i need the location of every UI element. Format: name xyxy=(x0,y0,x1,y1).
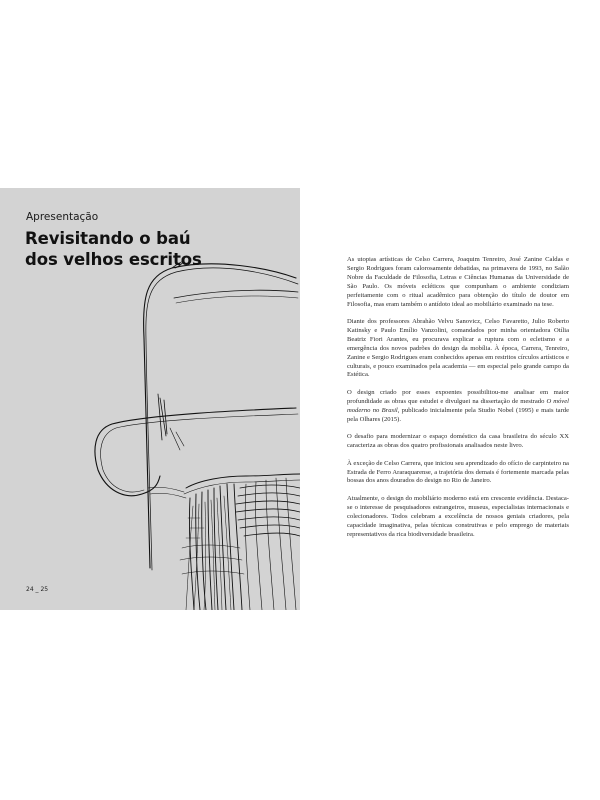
paragraph-5: À exceção de Celso Carrera, que iniciou seu aprendizado do ofício de carpinteiro na Estrada de Ferro Araraquarense, a trajetória dos demais é fortemente marcada pelas bossas dos anos dourados do design no Rio de Janeiro. xyxy=(347,459,569,485)
paragraph-3-text-end: , publicado inicialmente pela Studio Nobel (1995) e mais tarde pela Olhares (2015). xyxy=(347,406,570,423)
left-page xyxy=(0,188,300,610)
page-title-line-2: dos velhos escritos xyxy=(25,250,202,269)
page-numbers: 24 _ 25 xyxy=(26,586,49,593)
paragraph-6: Atualmente, o design do mobiliário moderno está em crescente evidência. Destaca-se o interesse de pesquisadores estrangeiros, museus, especialistas internacionais e colecionadores. Todos celebram a excelência de nossos geniais criadores, pela capacidade imaginativa, pelas técnicas construtivas e pelo emprego de materiais representativos da rica biodiversidade brasileira. xyxy=(347,494,569,538)
page-title xyxy=(25,228,295,270)
paragraph-3 xyxy=(347,389,569,425)
paragraph-2: Diante dos professores Abrahão Velvu Sanovicz, Celso Favaretto, Julio Roberto Katinsky e Paulo Emílio Vanzolini, comandados por minha orientadora Otília Beatriz Fiori Arantes, eu procurava explicar a ruptura com o ecletismo e a emergência dos novos padrões do design da mobília. À época, Carrera, Tenreiro, Zanine e Sergio Rodrigues eram conhecidos apenas em restritos círculos artísticos e culturais, e pouco examinados pela academia — em especial pelo grande campo da Estética. xyxy=(347,318,569,379)
paragraph-4: O desafio para modernizar o espaço doméstico da casa brasileira do século XX caracteriza as obras dos quatro profissionais analisados neste livro. xyxy=(347,433,569,450)
section-label: Apresentação xyxy=(26,211,99,223)
book-title-reference: O móvel moderno no Brasil xyxy=(347,397,569,414)
body-text xyxy=(347,256,569,548)
paragraph-1: As utopias artísticas de Celso Carrera, Joaquim Tenreiro, José Zanine Caldas e Sergio Rodrigues foram calorosamente debatidas, na primavera de 1993, no Salão Nobre da Faculdade de Filosofia, Letras e Ciências Humanas da Universidade de São Paulo. Os móveis ecléticos que compunham o ambiente condiziam perfeitamente com o ritual acadêmico para obtenção do título de doutor em Filosofia, mas eram também o antídoto ideal ao mobiliário examinado na tese. xyxy=(347,256,569,308)
page-title-line-1: Revisitando o baú xyxy=(25,229,191,248)
paragraph-3-text-start: O design criado por esses expoentes possibilitou-me analisar em maior profundidade as obras que estudei e divulguei na dissertação de mestrado xyxy=(347,388,569,405)
